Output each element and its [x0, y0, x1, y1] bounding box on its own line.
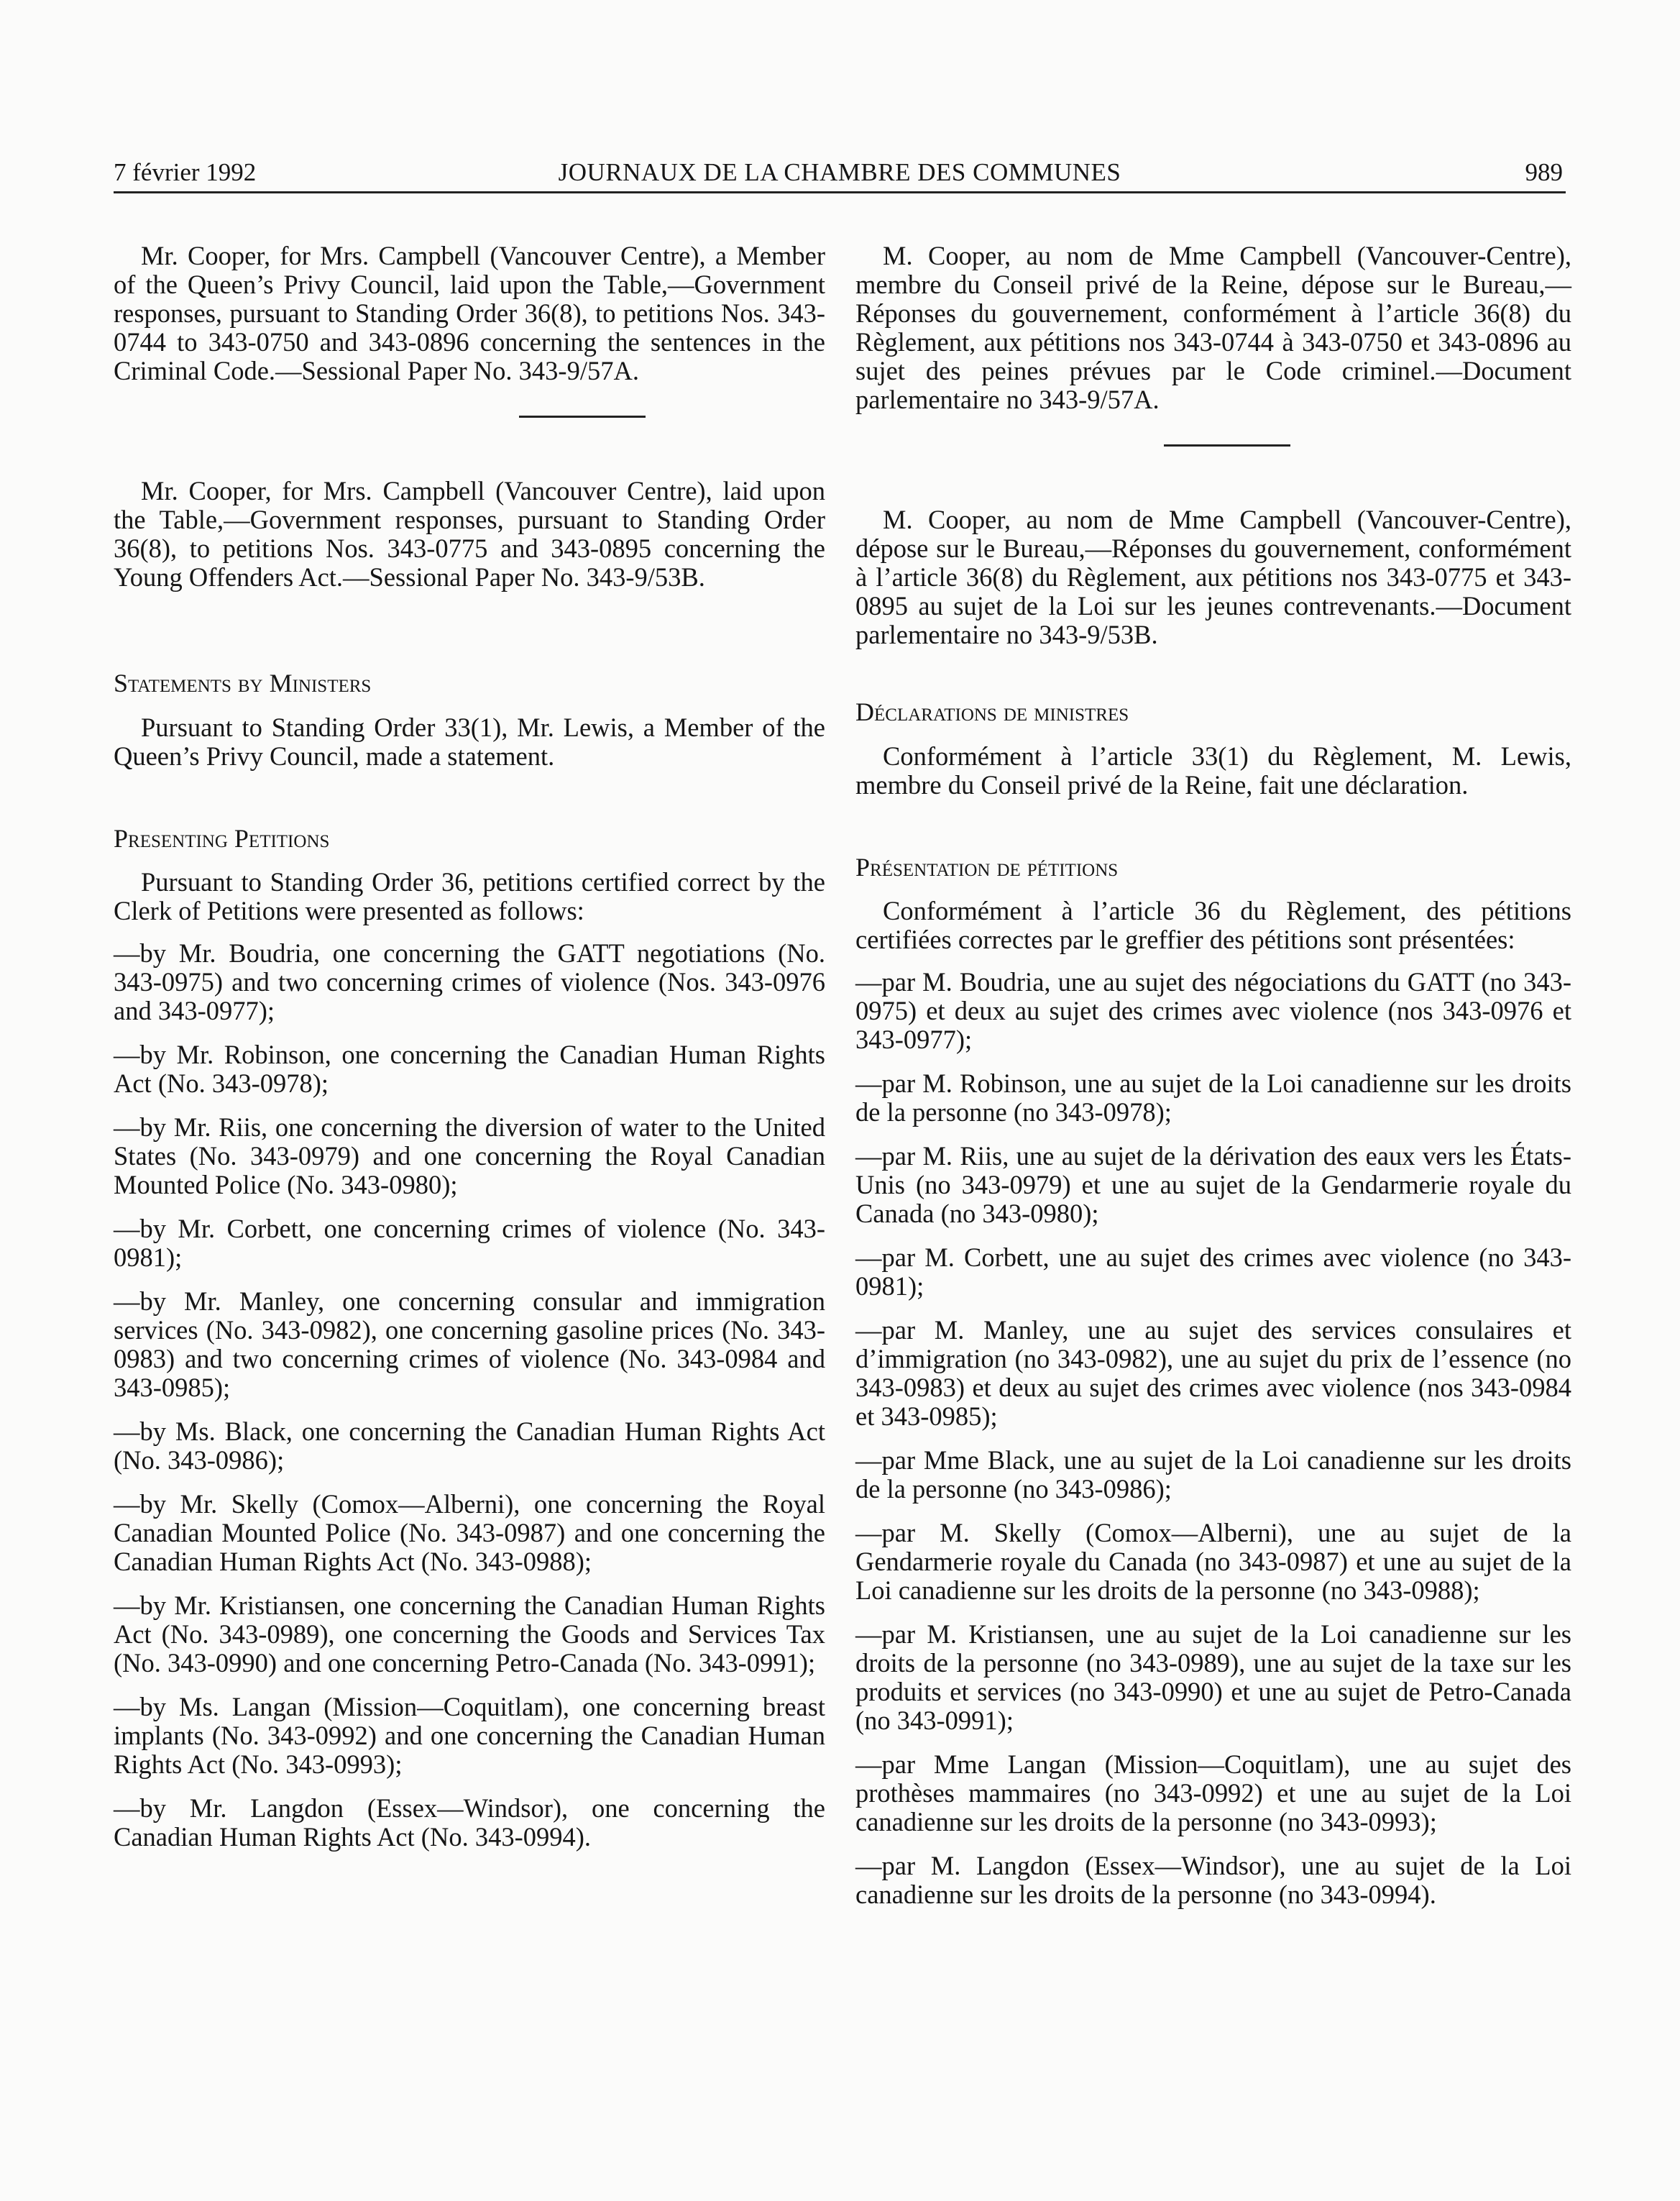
french-paragraph-1: M. Cooper, au nom de Mme Campbell (Vancouver-Centre), membre du Conseil privé de la Reine, dépose sur le Bureau,—Réponses du gouvernement, conformément à l’article 36(8) du Règlement, aux pétitions nos 343-0744 à 343-0750 et 343-0896 au sujet des peines prévues par le Code criminel.—Document parlementaire no 343-9/57A.	[855, 241, 1571, 414]
french-petition-item: —par M. Manley, une au sujet des services consulaires et d’immigration (no 343-0982), une au sujet du prix de l’essence (no 343-0983) et deux au sujet des crimes avec violence (nos 343-0984 et 343-0985);	[855, 1315, 1571, 1431]
english-statements-text: Pursuant to Standing Order 33(1), Mr. Lewis, a Member of the Queen’s Privy Council, made a statement.	[114, 713, 825, 771]
english-paragraph-2: Mr. Cooper, for Mrs. Campbell (Vancouver Centre), laid upon the Table,—Government responses, pursuant to Standing Order 36(8), to petitions Nos. 343-0775 and 343-0895 concerning the Young Offenders Act.—Sessional Paper No. 343-9/53B.	[114, 476, 825, 592]
header-title: JOURNAUX DE LA CHAMBRE DES COMMUNES	[558, 158, 1121, 186]
french-paragraph-2: M. Cooper, au nom de Mme Campbell (Vancouver-Centre), dépose sur le Bureau,—Réponses du gouvernement, conformément à l’article 36(8) du Règlement, aux pétitions nos 343-0775 et 343-0895 au sujet de la Loi sur les jeunes contrevenants.—Document parlementaire no 343-9/53B.	[855, 505, 1571, 649]
french-petition-item: —par Mme Black, une au sujet de la Loi canadienne sur les droits de la personne (no 343-0986);	[855, 1445, 1571, 1504]
english-petition-item: —by Ms. Langan (Mission—Coquitlam), one concerning breast implants (No. 343-0992) and one concerning the Canadian Human Rights Act (No. 343-0993);	[114, 1692, 825, 1779]
english-petition-item: —by Mr. Robinson, one concerning the Canadian Human Rights Act (No. 343-0978);	[114, 1040, 825, 1098]
header-date: 7 février 1992	[114, 158, 257, 186]
page-header	[114, 154, 1566, 193]
french-petitions-intro: Conformément à l’article 36 du Règlement, des pétitions certifiées correctes par le greffier des pétitions sont présentées:	[855, 896, 1571, 954]
english-petition-item: —by Mr. Riis, one concerning the diversion of water to the United States (No. 343-0979) and one concerning the Royal Canadian Mounted Police (No. 343-0980);	[114, 1112, 825, 1199]
french-petitions-heading: Présentation de pétitions	[855, 853, 1119, 882]
french-petition-item: —par M. Kristiansen, une au sujet de la Loi canadienne sur les droits de la personne (no 343-0989), une au sujet de la taxe sur les produits et services (no 343-0990) et une au sujet de Petro-Canada (no 343-0991);	[855, 1619, 1571, 1735]
french-petition-item: —par M. Boudria, une au sujet des négociations du GATT (no 343-0975) et deux au sujet des crimes avec violence (nos 343-0976 et 343-0977);	[855, 967, 1571, 1054]
english-petitions-heading: Presenting Petitions	[114, 824, 330, 853]
english-petition-item: —by Mr. Boudria, one concerning the GATT negotiations (No. 343-0975) and two concerning crimes of violence (Nos. 343-0976 and 343-0977);	[114, 938, 825, 1025]
english-petition-item: —by Mr. Langdon (Essex—Windsor), one concerning the Canadian Human Rights Act (No. 343-0994).	[114, 1793, 825, 1852]
french-petition-item: —par M. Corbett, une au sujet des crimes avec violence (no 343-0981);	[855, 1243, 1571, 1301]
english-petition-item: —by Ms. Black, one concerning the Canadian Human Rights Act (No. 343-0986);	[114, 1417, 825, 1475]
section-divider	[1164, 444, 1290, 447]
english-petition-item: —by Mr. Corbett, one concerning crimes of violence (No. 343-0981);	[114, 1214, 825, 1272]
english-paragraph-1: Mr. Cooper, for Mrs. Campbell (Vancouver Centre), a Member of the Queen’s Privy Council, laid upon the Table,—Government responses, pursuant to Standing Order 36(8), to petitions Nos. 343-0744 to 343-0750 and 343-0896 concerning the sentences in the Criminal Code.—Sessional Paper No. 343-9/57A.	[114, 241, 825, 385]
page-number: 989	[1525, 158, 1563, 186]
section-divider	[519, 416, 646, 418]
english-statements-heading: Statements by Ministers	[114, 669, 372, 697]
french-column	[855, 242, 1571, 1909]
french-petition-item: —par M. Robinson, une au sujet de la Loi canadienne sur les droits de la personne (no 343-0978);	[855, 1069, 1571, 1127]
french-petition-item: —par M. Skelly (Comox—Alberni), une au sujet de la Gendarmerie royale du Canada (no 343-0987) et une au sujet de la Loi canadienne sur les droits de la personne (no 343-0988);	[855, 1518, 1571, 1605]
english-column	[114, 242, 825, 1852]
english-petition-item: —by Mr. Skelly (Comox—Alberni), one concerning the Royal Canadian Mounted Police (No. 343-0987) and one concerning the Canadian Human Rights Act (No. 343-0988);	[114, 1489, 825, 1576]
french-statements-heading: Déclarations de ministres	[855, 697, 1129, 726]
french-statements-text: Conformément à l’article 33(1) du Règlement, M. Lewis, membre du Conseil privé de la Reine, fait une déclaration.	[855, 741, 1571, 800]
french-petition-item: —par Mme Langan (Mission—Coquitlam), une au sujet des prothèses mammaires (no 343-0992) et une au sujet de la Loi canadienne sur les droits de la personne (no 343-0993);	[855, 1749, 1571, 1836]
french-petition-item: —par M. Langdon (Essex—Windsor), une au sujet de la Loi canadienne sur les droits de la personne (no 343-0994).	[855, 1851, 1571, 1909]
english-petition-item: —by Mr. Manley, one concerning consular and immigration services (No. 343-0982), one concerning gasoline prices (No. 343-0983) and two concerning crimes of violence (No. 343-0984 and 343-0985);	[114, 1286, 825, 1402]
french-petition-item: —par M. Riis, une au sujet de la dérivation des eaux vers les États-Unis (no 343-0979) et une au sujet de la Gendarmerie royale du Canada (no 343-0980);	[855, 1141, 1571, 1228]
english-petition-item: —by Mr. Kristiansen, one concerning the Canadian Human Rights Act (No. 343-0989), one concerning the Goods and Services Tax (No. 343-0990) and one concerning Petro-Canada (No. 343-0991);	[114, 1591, 825, 1678]
english-petitions-intro: Pursuant to Standing Order 36, petitions certified correct by the Clerk of Petitions were presented as follows:	[114, 867, 825, 925]
